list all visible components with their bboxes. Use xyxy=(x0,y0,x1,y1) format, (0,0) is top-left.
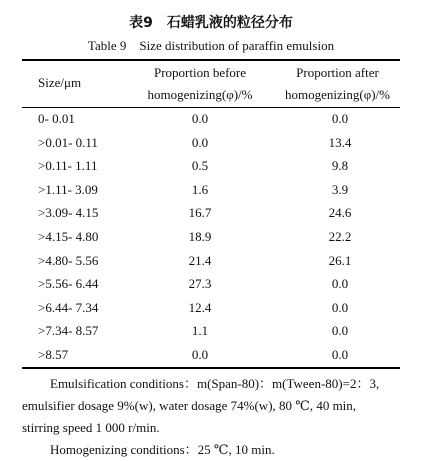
after-cell: 3.9 xyxy=(331,181,349,197)
before-cell: 18.9 xyxy=(188,228,212,244)
note-emulsification-line2: emulsifier dosage 9%(w), water dosage 74%(w), 80 ℃, 40 min, xyxy=(22,398,357,413)
before-cell: 1.1 xyxy=(191,323,209,339)
note-emulsification-line3: stirring speed 1 000 r/min. xyxy=(22,420,160,435)
table-title-english: Table 9 Size distribution of paraffin emulsion xyxy=(87,38,335,53)
note-homogenizing: Homogenizing conditions：25 ℃, 10 min. xyxy=(50,442,275,457)
table-row xyxy=(0,201,422,225)
size-cell: >4.15- 4.80 xyxy=(38,228,99,244)
table-notes xyxy=(22,373,412,461)
before-cell: 12.4 xyxy=(188,299,212,315)
after-cell: 9.8 xyxy=(331,158,349,174)
header-after-line2: homogenizing(φ)/% xyxy=(285,87,390,102)
table-row xyxy=(0,154,422,178)
table-body xyxy=(0,107,422,367)
size-cell: >6.44- 7.34 xyxy=(38,299,99,315)
table-row xyxy=(0,319,422,343)
table-row xyxy=(0,225,422,249)
header-size: Size/μm xyxy=(38,75,82,90)
size-cell: >0.11- 1.11 xyxy=(38,158,98,174)
table-row xyxy=(0,296,422,320)
before-cell: 16.7 xyxy=(188,205,212,221)
table-top-rule xyxy=(22,59,400,61)
size-cell: >3.09- 4.15 xyxy=(38,205,99,221)
after-cell: 26.1 xyxy=(328,252,352,268)
size-cell: >5.56- 6.44 xyxy=(38,276,99,292)
after-cell: 0.0 xyxy=(331,346,349,362)
before-cell: 0.5 xyxy=(191,158,209,174)
header-before-line1: Proportion before xyxy=(153,65,247,80)
size-cell: >7.34- 8.57 xyxy=(38,323,99,339)
note-emulsification-line1: Emulsification conditions：m(Span-80)：m(Tween-80)=2：3, xyxy=(50,376,380,391)
before-cell: 27.3 xyxy=(188,276,212,292)
size-cell: 0- 0.01 xyxy=(38,111,75,126)
table-bottom-rule xyxy=(22,367,400,369)
header-before xyxy=(135,62,265,106)
after-cell: 24.6 xyxy=(328,205,352,221)
before-cell: 0.0 xyxy=(191,111,209,126)
header-after-line1: Proportion after xyxy=(296,65,379,80)
after-cell: 0.0 xyxy=(331,323,349,339)
table-title-chinese: 表9 石蜡乳液的粒径分布 xyxy=(129,15,293,31)
before-cell: 0.0 xyxy=(191,134,209,150)
after-cell: 22.2 xyxy=(328,228,352,244)
after-cell: 13.4 xyxy=(328,134,352,150)
before-cell: 1.6 xyxy=(191,181,209,197)
table-row xyxy=(0,249,422,273)
header-before-line2: homogenizing(φ)/% xyxy=(147,87,253,102)
table-row xyxy=(0,272,422,296)
table-row xyxy=(0,107,422,131)
table-row xyxy=(0,178,422,202)
size-cell: >0.01- 0.11 xyxy=(38,134,98,150)
table-row xyxy=(0,343,422,367)
before-cell: 0.0 xyxy=(191,346,209,362)
table-row xyxy=(0,131,422,155)
size-cell: >8.57 xyxy=(38,346,69,362)
size-cell: >1.11- 3.09 xyxy=(38,181,98,197)
header-after xyxy=(270,62,405,106)
size-cell: >4.80- 5.56 xyxy=(38,252,99,268)
before-cell: 21.4 xyxy=(188,252,212,268)
after-cell: 0.0 xyxy=(331,276,349,292)
after-cell: 0.0 xyxy=(331,299,349,315)
after-cell: 0.0 xyxy=(331,111,349,126)
